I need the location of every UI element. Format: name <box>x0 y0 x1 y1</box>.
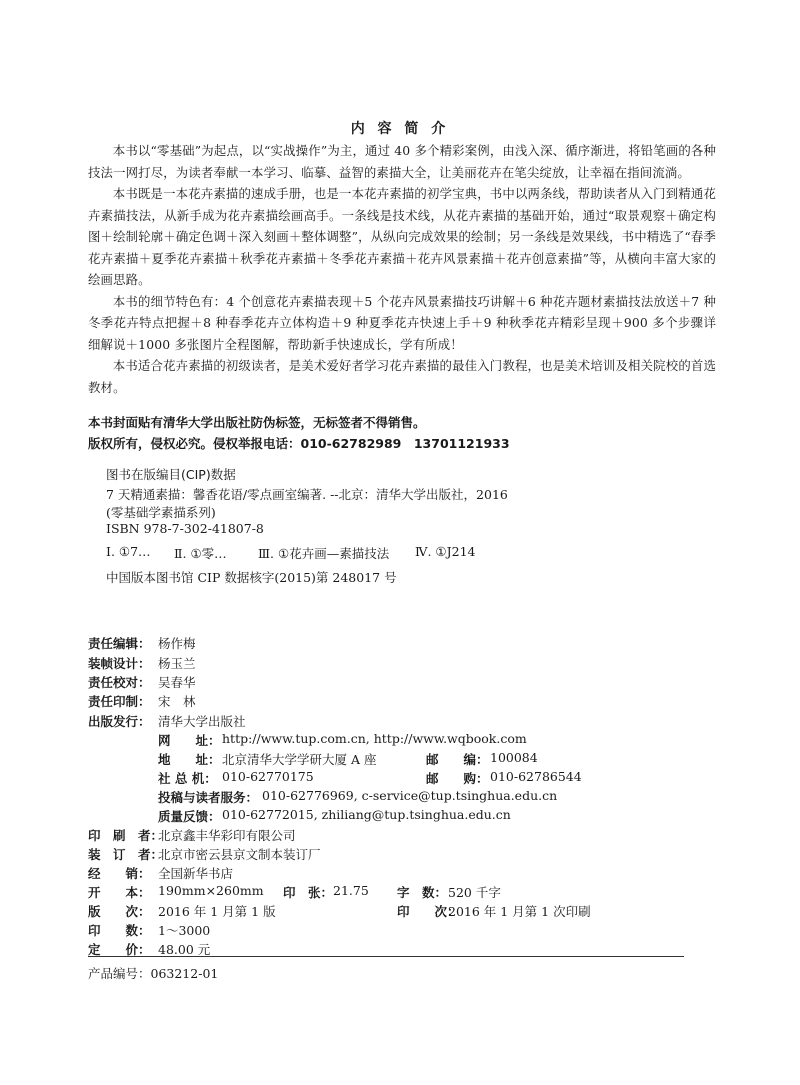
address-value: 北京清华大学学研大厦 A 座 <box>222 752 377 767</box>
divider <box>88 956 684 957</box>
edition-label: 版 次： <box>88 904 151 919</box>
zip-label: 邮 编： <box>426 752 489 767</box>
address-label: 地 址： <box>158 752 221 767</box>
intro-paragraph: 本书的细节特色有：4 个创意花卉素描表现＋5 个花卉风景素描技巧讲解＋6 种花卉题材素描技法放送＋7 种冬季花卉特点把握＋8 种春季花卉立体构造＋9 种夏季花卉快速上手＋9 种秋季花卉精彩呈现＋900 多个步骤详细解说＋1000 多张图片全程图解，帮助新手快速成长，学有所成！ <box>88 293 716 352</box>
edition-value: 2016 年 1 月第 1 版 <box>158 904 276 919</box>
intro-paragraph: 本书适合花卉素描的初级读者，是美术爱好者学习花卉素描的最佳入门教程，也是美术培训及相关院校的首选教材。 <box>88 358 716 395</box>
staff-label: 责任印制： <box>88 694 151 709</box>
switchboard-value: 010-62770175 <box>222 769 314 784</box>
print-run-value: 1～3000 <box>158 923 211 938</box>
staff-value: 杨作梅 <box>158 636 196 651</box>
distributor-value: 全国新华书店 <box>158 866 234 881</box>
cip-class: Ⅳ. ①J214 <box>415 544 476 559</box>
section-title: 内 容 简 介 <box>350 121 450 137</box>
sheets-label: 印 张： <box>283 885 334 900</box>
anti-counterfeit-notice: 本书封面贴有清华大学出版社防伪标签，无标签者不得销售。 <box>88 415 426 430</box>
impression-label: 印 次： <box>397 904 460 919</box>
price-label: 定 价： <box>88 942 151 957</box>
staff-label: 责任编辑： <box>88 636 151 651</box>
intro-text <box>88 140 716 398</box>
printer-label: 印 刷 者： <box>88 828 164 843</box>
mail-order-value: 010-62786544 <box>490 769 582 784</box>
print-run-label: 印 数： <box>88 923 151 938</box>
sheets-value: 21.75 <box>333 883 369 898</box>
staff-value: 杨玉兰 <box>158 656 196 671</box>
cip-isbn: ISBN 978-7-302-41807-8 <box>106 521 264 536</box>
binder-label: 装 订 者： <box>88 847 164 862</box>
cip-record: 中国版本图书馆 CIP 数据核字(2015)第 248017 号 <box>106 570 397 585</box>
quality-label: 质量反馈： <box>158 809 221 824</box>
intro-paragraph: 本书以“零基础”为起点，以“实战操作”为主，通过 40 多个精彩案例，由浅入深、循序渐进，将铅笔画的各种技法一网打尽，为读者奉献一本学习、临摹、益智的素描大全，让美丽花卉在笔尖绽放，让幸福在指间流淌。 <box>88 143 716 180</box>
copyright-notice: 版权所有，侵权必究。侵权举报电话：010-62782989 13701121933 <box>88 436 510 451</box>
staff-label: 责任校对： <box>88 675 151 690</box>
staff-label: 出版发行： <box>88 714 151 729</box>
reader-service-value: 010-62776969, c-service@tup.tsinghua.edu.cn <box>262 788 558 803</box>
zip-value: 100084 <box>490 750 538 765</box>
printer-value: 北京鑫丰华彩印有限公司 <box>158 828 296 843</box>
staff-value: 吴春华 <box>158 675 196 690</box>
web-value: http://www.tup.com.cn, http://www.wqbook.com <box>222 731 527 746</box>
words-value: 520 千字 <box>448 885 501 900</box>
cip-series-line: (零基础学素描系列) <box>106 505 216 520</box>
mail-order-label: 邮 购： <box>426 771 489 786</box>
impression-value: 2016 年 1 月第 1 次印刷 <box>448 904 591 919</box>
price-value: 48.00 元 <box>158 942 211 957</box>
reader-service-label: 投稿与读者服务： <box>158 790 259 805</box>
intro-paragraph: 本书既是一本花卉素描的速成手册，也是一本花卉素描的初学宝典，书中以两条线，帮助读者从入门到精通花卉素描技法，从新手成为花卉素描绘画高手。一条线是技术线，从花卉素描的基础开始，通过“取景观察＋确定构图＋绘制轮廓＋确定色调＋深入刻画＋整体调整”，从纵向完成效果的绘制；另一条线是效果线，书中精选了“春季花卉素描＋夏季花卉素描＋秋季花卉素描＋冬季花卉素描＋花卉风景素描＋花卉创意素描”等，从横向丰富大家的绘画思路。 <box>88 186 716 287</box>
cip-class: Ⅰ. ①7… <box>106 544 151 559</box>
binder-value: 北京市密云县京文制本装订厂 <box>158 847 321 862</box>
staff-value: 宋 林 <box>158 694 196 709</box>
quality-value: 010-62772015, zhiliang@tup.tsinghua.edu.cn <box>222 807 511 822</box>
cip-heading: 图书在版编目(CIP)数据 <box>106 467 236 482</box>
format-label: 开 本： <box>88 885 151 900</box>
switchboard-label: 社 总 机： <box>158 771 217 786</box>
words-label: 字 数： <box>397 885 448 900</box>
staff-label: 装帧设计： <box>88 656 151 671</box>
cip-title-line: 7 天精通素描：馨香花语/零点画室编著. --北京：清华大学出版社，2016 <box>106 487 508 502</box>
cip-class: Ⅲ. ①花卉画—素描技法 <box>258 546 390 561</box>
staff-value: 清华大学出版社 <box>158 714 246 729</box>
product-code: 产品编号：063212-01 <box>88 966 219 981</box>
distributor-label: 经 销： <box>88 866 151 881</box>
cip-class: Ⅱ. ①零… <box>174 546 227 561</box>
format-value: 190mm×260mm <box>158 883 264 898</box>
web-label: 网 址： <box>158 733 221 748</box>
